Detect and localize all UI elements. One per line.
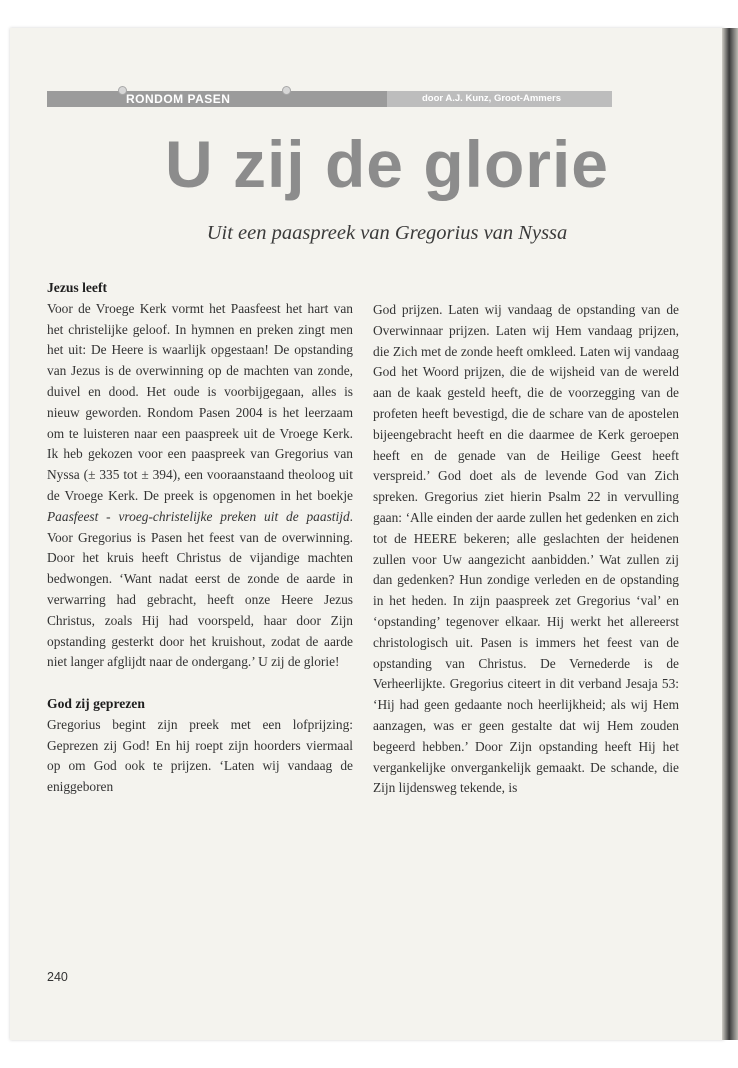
book-spine [722,28,738,1040]
bullet-dot-icon [282,86,291,95]
section-label: RONDOM PASEN [126,92,231,106]
article-subtitle: Uit een paaspreek van Gregorius van Nyssa [206,222,568,244]
paragraph [47,299,353,673]
paragraph-text: Voor de Vroege Kerk vormt het Paasfeest het hart van het christelijke geloof. In hymnen en preken zingt men het uit: De Heere is waarlijk opgestaan! De opstanding van Jezus is de overwinning op de machten van zonde, duivel en dood. Het oude is voorbijgegaan, alles is nieuw geworden. Rondom Pasen 2004 is het leerzaam om te luisteren naar een paaspreek uit de Vroege Kerk. Ik heb gekozen voor een paaspreek van Gregorius van Nyssa (± 335 tot ± 394), een vooraanstaand theoloog uit de Vroege Kerk. De preek is opgenomen in het boekje [47,300,353,503]
book-title: Paasfeest - vroeg-christelijke preken uit de paastijd [47,508,350,524]
paragraph: God prijzen. Laten wij vandaag de opstanding van de Overwinnaar prijzen. Laten wij Hem vandaag prijzen, die Zich met de zonde heeft omkleed. Laten wij vandaag God het Woord prijzen, die de wijsheid van de wereld aan de kaak gesteld heeft, die de voorzegging van de profeten heeft bevestigd, die de schare van de apostelen bijeengebracht heeft en die daarmee de Kerk geroepen heeft en de genade van de Heilige Geest heeft verspreid.’ God doet als de levende God van Zich spreken. Gregorius ziet hierin Psalm 22 in vervulling gaan: ‘Alle einden der aarde zullen het gedenken en zich tot de HEERE bekeren; alle geslachten der heidenen zullen voor Uw aangezicht aanbidden.’ Wat zullen zij dan gedenken? Hun zondige verleden en de opstanding in het heden. In zijn paaspreek zet Gregorius ‘val’ en ‘opstanding’ tegenover elkaar. Hij werkt het allereerst christologisch uit. Pasen is immers het feest van de opstanding van Christus. De Vernederde is de Verheerlijkte. Gregorius citeert in dit verband Jesaja 53: ‘Hij had geen gedaante noch heerlijkheid; als wij Hem aanzagen, was er geen gestalte dat wij Hem zouden begeerd hebben.’ Door Zijn opstanding heeft Hij het vergankelijke onvergankelijk gemaakt. De schande, die Zijn lijdensweg tekende, is [373,302,679,796]
section-heading: God zij geprezen [47,695,145,711]
paragraph: Gregorius begint zijn preek met een lofprijzing: Geprezen zij God! En hij roept zijn hoorders viermaal op om God ook te prijzen. ‘Laten wij vandaag de eniggeboren [47,716,353,795]
paragraph-gap [47,673,353,694]
section-heading: Jezus leeft [47,280,108,295]
author-byline: door A.J. Kunz, Groot-Ammers [422,93,561,104]
article-title: U zij de glorie [164,127,610,201]
left-column [47,278,353,798]
right-column [373,300,679,799]
paragraph-text: . Voor Gregorius is Pasen het feest van de overwinning. Door het kruis heeft Christus de vijandige machten bedwongen. ‘Want nadat eerst de zonde de aarde in verwarring had gebracht, heeft onze Heere Jezus Christus, zoals Hij had voorspeld, haar door Zijn opstanding gesterkt door het kruishout, zodat de aarde niet langer afglijdt naar de ondergang.’ U zij de glorie! [47,508,353,670]
page-number: 240 [47,970,68,984]
